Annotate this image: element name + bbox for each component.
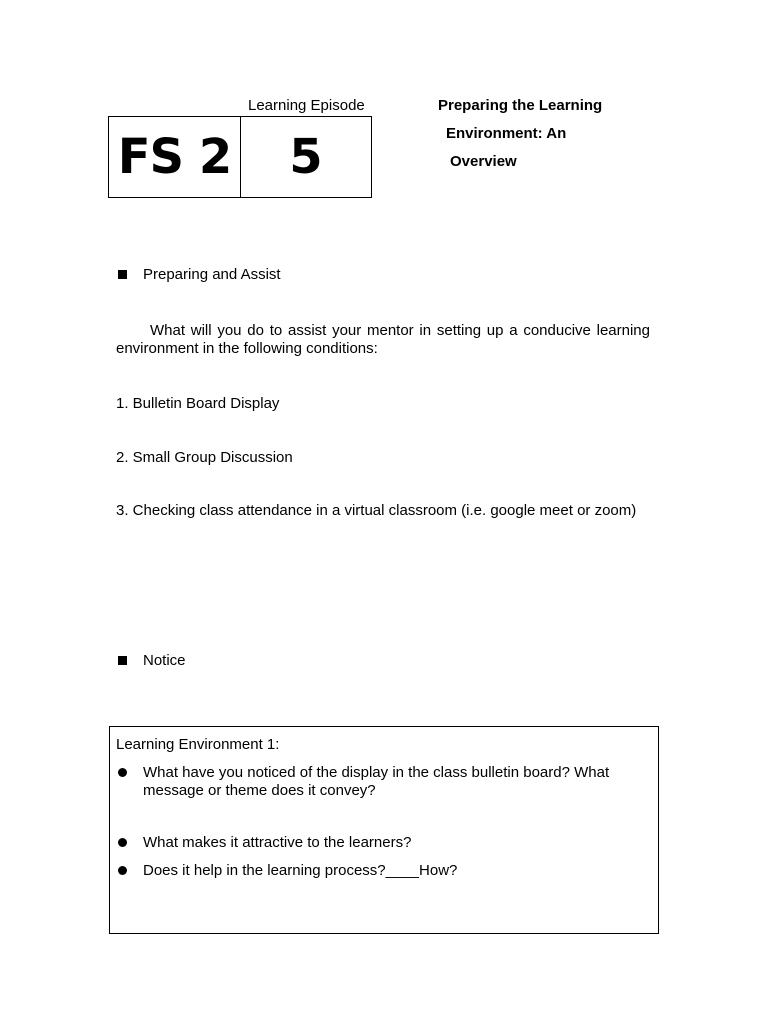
- episode-label: Learning Episode: [248, 97, 365, 114]
- round-bullet-icon: [118, 866, 127, 875]
- round-bullet-icon: [118, 838, 127, 847]
- title-line-2: Environment: An: [446, 125, 567, 142]
- square-bullet-icon: [118, 656, 127, 665]
- section-heading-notice: Notice: [143, 652, 186, 669]
- course-code: FS 2: [109, 117, 241, 197]
- notice-question-3: Does it help in the learning process?____How?: [143, 862, 458, 879]
- round-bullet-icon: [118, 768, 127, 777]
- header-box: [108, 116, 372, 198]
- condition-item-2: 2. Small Group Discussion: [116, 449, 293, 466]
- notice-box: [109, 726, 659, 934]
- condition-item-3: 3. Checking class attendance in a virtual classroom (i.e. google meet or zoom): [116, 502, 637, 519]
- intro-paragraph: What will you do to assist your mentor in setting up a conducive learning environment in the following conditions:: [116, 322, 650, 357]
- title-line-1: Preparing the Learning: [438, 97, 603, 114]
- title-line-3: Overview: [450, 153, 517, 170]
- notice-question-2: What makes it attractive to the learners?: [143, 834, 412, 851]
- condition-item-1: 1. Bulletin Board Display: [116, 395, 280, 412]
- notice-question-1: What have you noticed of the display in the class bulletin board? What message or theme does it convey?: [143, 764, 610, 799]
- episode-number: 5: [289, 129, 323, 185]
- section-heading-assist: Preparing and Assist: [143, 266, 281, 283]
- square-bullet-icon: [118, 270, 127, 279]
- notice-box-title: Learning Environment 1:: [116, 736, 280, 753]
